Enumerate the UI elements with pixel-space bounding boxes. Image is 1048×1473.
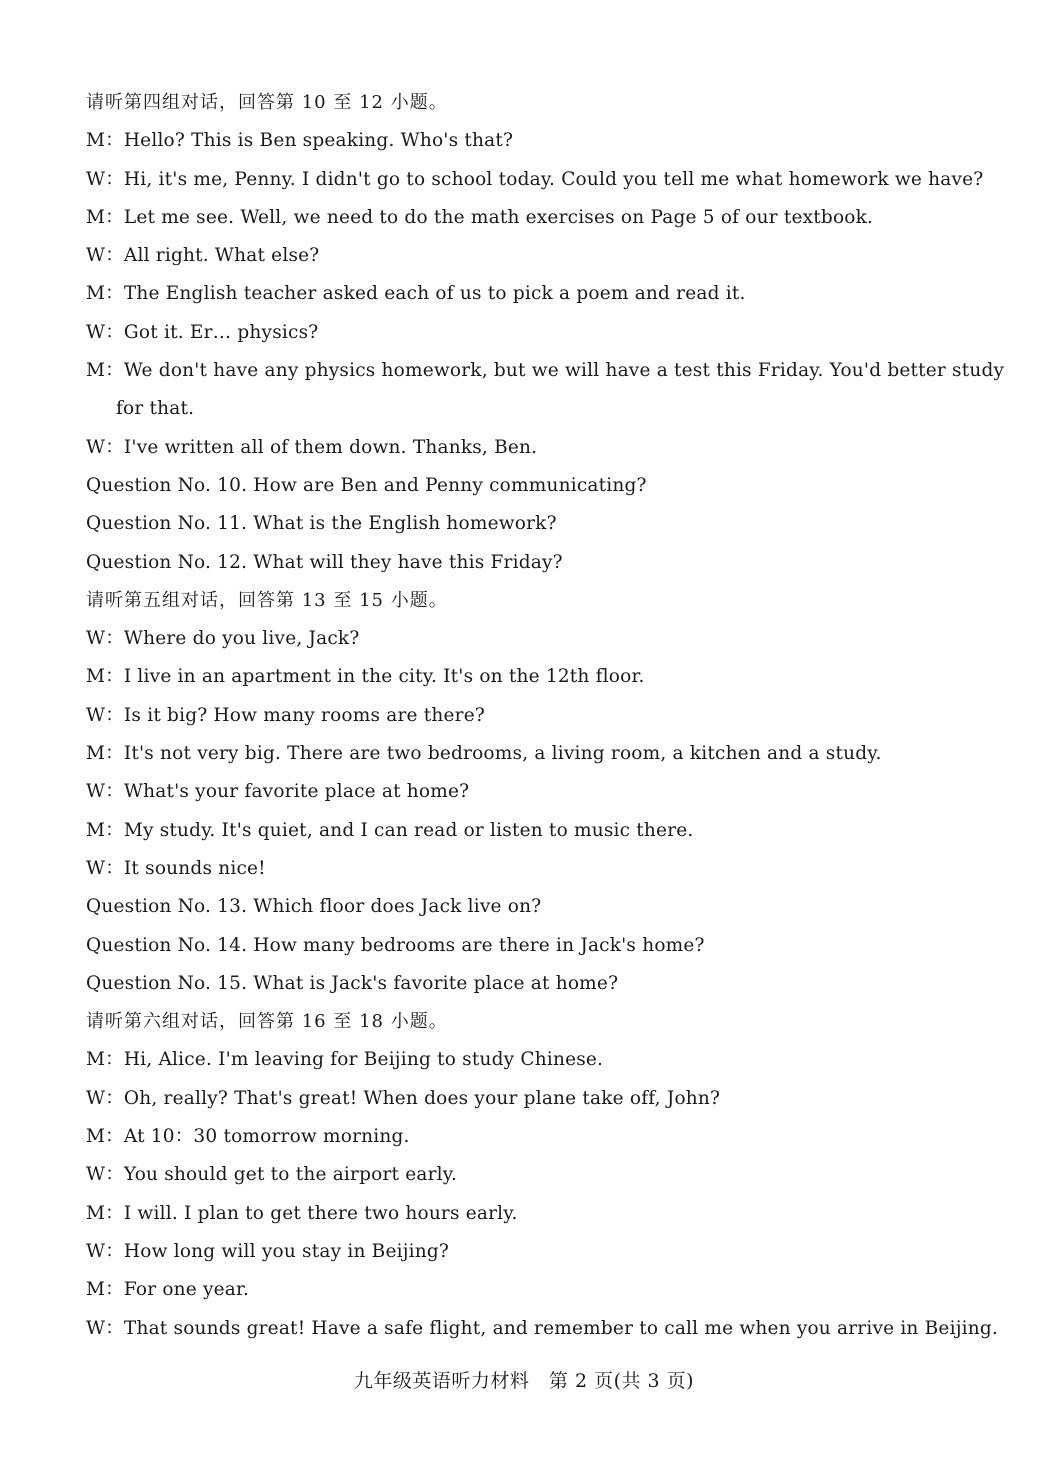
dialogue-line: M：I live in an apartment in the city. It's on the 12th floor. <box>86 666 645 688</box>
question-line: Question No. 15. What is Jack's favorite place at home? <box>86 972 619 994</box>
dialogue-line: W：I've written all of them down. Thanks, Ben. <box>86 436 538 458</box>
question-line: Question No. 10. How are Ben and Penny communicating? <box>86 474 647 496</box>
dialogue-line: W：Got it. Er… physics? <box>86 321 319 343</box>
dialogue-line: W：All right. What else? <box>86 245 320 267</box>
question-line: Question No. 13. Which floor does Jack live on? <box>86 896 542 918</box>
question-line: Question No. 11. What is the English homework? <box>86 513 557 535</box>
dialogue-line: W：How long will you stay in Beijing? <box>86 1240 450 1262</box>
dialogue-line: M：Hello? This is Ben speaking. Who's that? <box>86 130 514 152</box>
dialogue-line: M：At 10：30 tomorrow morning. <box>86 1126 410 1148</box>
dialogue-line: M：We don't have any physics homework, but we will have a test this Friday. You'd better study <box>86 360 1005 382</box>
section-heading: 请听第四组对话，回答第 10 至 12 小题。 <box>86 92 448 113</box>
dialogue-line-continuation: for that. <box>116 398 195 420</box>
question-line: Question No. 12. What will they have this Friday? <box>86 551 563 573</box>
dialogue-line: M：The English teacher asked each of us to pick a poem and read it. <box>86 283 746 305</box>
dialogue-line: M：For one year. <box>86 1279 250 1301</box>
dialogue-line: W：That sounds great! Have a safe flight, and remember to call me when you arrive in Beijing. <box>86 1317 998 1339</box>
dialogue-line: M：Let me see. Well, we need to do the math exercises on Page 5 of our textbook. <box>86 206 874 228</box>
dialogue-line: W：You should get to the airport early. <box>86 1164 458 1186</box>
dialogue-line: W：Oh, really? That's great! When does your plane take off, John? <box>86 1087 721 1109</box>
dialogue-line: M：It's not very big. There are two bedrooms, a living room, a kitchen and a study. <box>86 743 882 765</box>
dialogue-line: W：What's your favorite place at home? <box>86 781 470 803</box>
dialogue-line: W：Is it big? How many rooms are there? <box>86 704 485 726</box>
question-line: Question No. 14. How many bedrooms are there in Jack's home? <box>86 934 705 956</box>
dialogue-line: W：It sounds nice! <box>86 857 266 879</box>
dialogue-line: M：My study. It's quiet, and I can read or listen to music there. <box>86 819 694 841</box>
section-heading: 请听第六组对话，回答第 16 至 18 小题。 <box>86 1011 448 1033</box>
dialogue-line: W：Hi, it's me, Penny. I didn't go to school today. Could you tell me what homework we have? <box>86 168 984 190</box>
dialogue-line: M：I will. I plan to get there two hours early. <box>86 1202 518 1224</box>
section-heading: 请听第五组对话，回答第 13 至 15 小题。 <box>86 589 448 611</box>
dialogue-line: M：Hi, Alice. I'm leaving for Beijing to study Chinese. <box>86 1049 604 1071</box>
transcript-body <box>86 84 1005 1348</box>
page-footer: 九年级英语听力材料 第 2 页(共 3 页) <box>353 1370 695 1392</box>
dialogue-line: W：Where do you live, Jack? <box>86 628 360 650</box>
